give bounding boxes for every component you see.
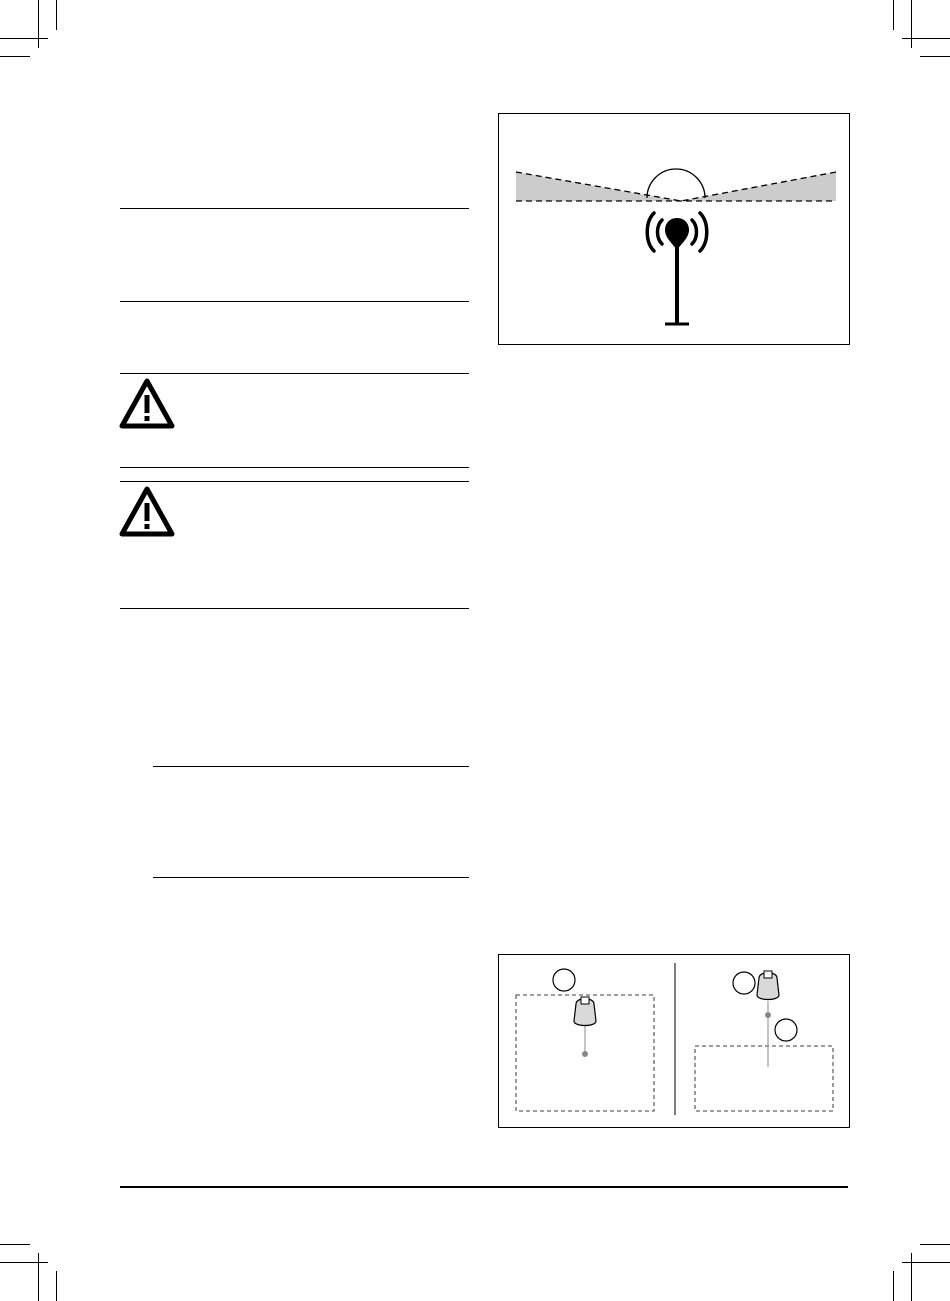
warning-triangle-icon (119, 486, 175, 538)
warning-triangle-icon (119, 378, 175, 430)
footer-rule (120, 1186, 848, 1188)
divider-line (153, 877, 469, 878)
mower-icon (574, 997, 596, 1026)
mower-position-figure (498, 954, 850, 1128)
divider-line (120, 608, 469, 609)
antenna-icon (647, 213, 707, 324)
divider-line (120, 301, 469, 302)
divider-line (153, 766, 469, 767)
divider-line (120, 481, 469, 482)
mower-icon (757, 971, 779, 1000)
divider-line (120, 373, 469, 374)
antenna-signal-figure (498, 113, 850, 345)
divider-line (120, 208, 469, 209)
divider-line (120, 467, 469, 468)
